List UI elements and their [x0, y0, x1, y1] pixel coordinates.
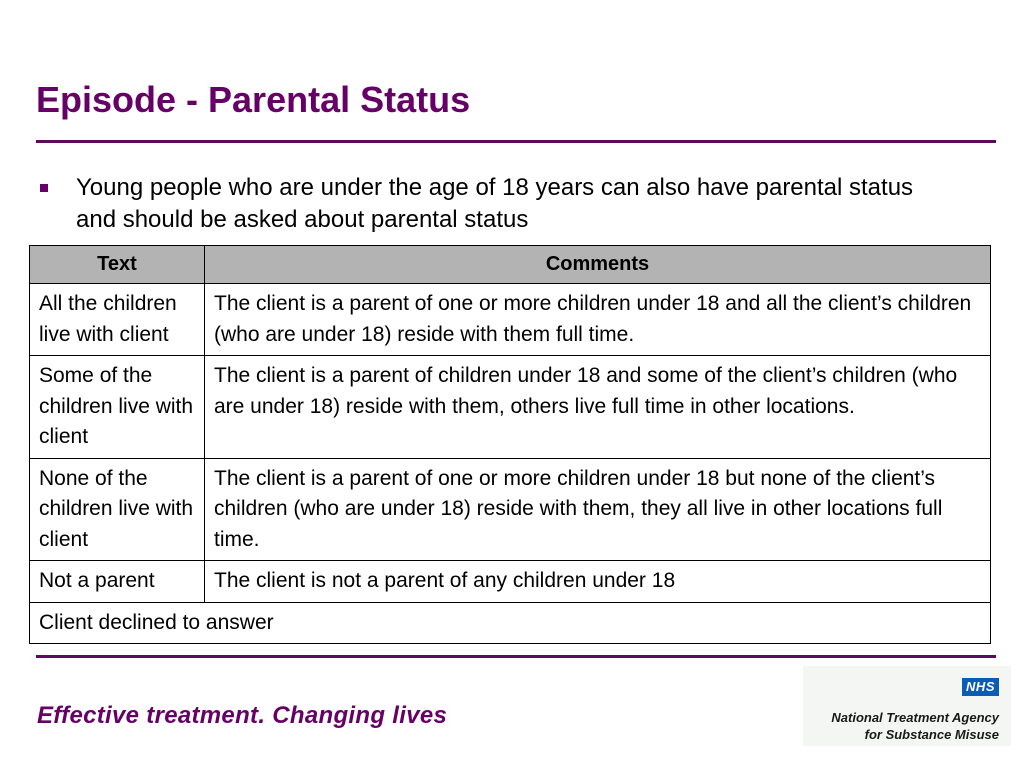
table-row	[30, 602, 991, 644]
square-bullet-icon	[40, 184, 48, 192]
row-comment-cell: The client is a parent of one or more children under 18 and all the client’s children (who are under 18) reside with them full time.	[205, 284, 991, 356]
table-row	[30, 458, 991, 561]
row-text-cell: Not a parent	[30, 561, 205, 603]
table-header-row	[30, 246, 991, 284]
agency-name-line2: for Substance Misuse	[864, 727, 999, 742]
row-text-cell: Client declined to answer	[30, 602, 991, 644]
parental-status-table	[29, 245, 991, 644]
row-comment-cell: The client is a parent of one or more children under 18 but none of the client’s children (who are under 18) reside with them, they all live in other locations full time.	[205, 458, 991, 561]
row-comment-cell: The client is not a parent of any children under 18	[205, 561, 991, 603]
table-row	[30, 284, 991, 356]
agency-name-line1: National Treatment Agency	[831, 710, 999, 725]
footer-divider	[36, 655, 996, 658]
column-header-text: Text	[30, 246, 205, 284]
table-row	[30, 356, 991, 459]
bullet-text: Young people who are under the age of 18 years can also have parental status and should be asked about parental status	[76, 174, 914, 233]
row-text-cell: Some of the children live with client	[30, 356, 205, 459]
table-row	[30, 561, 991, 603]
column-header-comments: Comments	[205, 246, 991, 284]
row-text-cell: All the children live with client	[30, 284, 205, 356]
row-text-cell: None of the children live with client	[30, 458, 205, 561]
footer-tagline: Effective treatment. Changing lives	[37, 702, 448, 729]
slide-title: Episode - Parental Status	[36, 79, 471, 120]
nhs-logo-badge: NHS	[962, 678, 999, 696]
title-divider	[36, 140, 996, 143]
nta-logo	[803, 666, 1011, 746]
row-comment-cell: The client is a parent of children under 18 and some of the client’s children (who are under 18) reside with them, others live full time in other locations.	[205, 356, 991, 459]
